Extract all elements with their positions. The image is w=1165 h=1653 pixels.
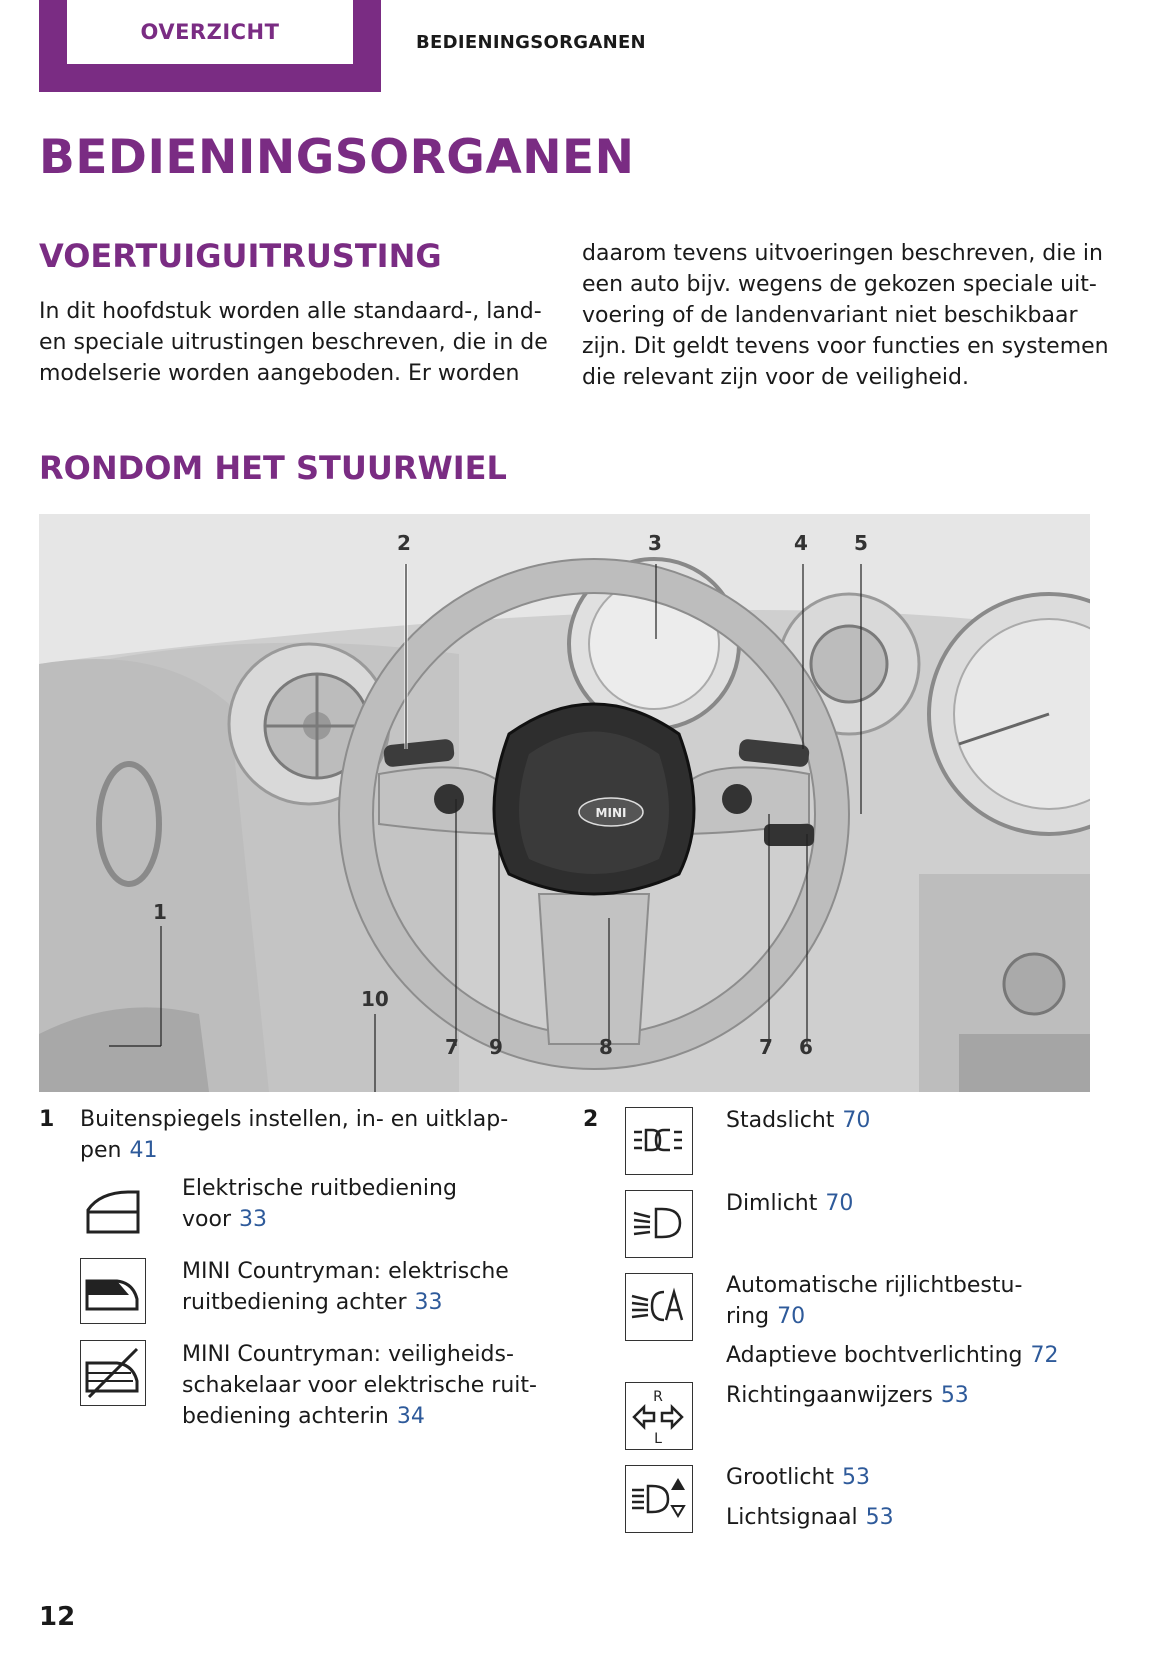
page-ref[interactable]: 33 [414, 1290, 443, 1315]
legend-text: schakelaar voor elektrische ruit- [182, 1373, 537, 1398]
high-beam-icon [625, 1465, 693, 1533]
legend-item-window-front [182, 1173, 457, 1235]
legend-text: Stadslicht [726, 1108, 835, 1133]
window-front-icon [80, 1182, 146, 1246]
legend-text: Grootlicht [726, 1465, 835, 1490]
legend-text: Richtingaanwijzers [726, 1383, 933, 1408]
auto-headlight-icon [625, 1273, 693, 1341]
page-ref[interactable]: 41 [129, 1138, 158, 1163]
legend-item-headlight-flasher [726, 1502, 894, 1533]
paragraph-line: voering of de landenvariant niet beschikbaar [582, 303, 1078, 328]
page-ref[interactable]: 53 [940, 1383, 969, 1408]
legend-item-window-lock [182, 1339, 537, 1432]
paragraph-line: zijn. Dit geldt tevens voor functies en systemen [582, 334, 1109, 359]
paragraph-left [39, 296, 548, 389]
parking-light-icon [625, 1107, 693, 1175]
paragraph-line: die relevant zijn voor de veiligheid. [582, 365, 969, 390]
paragraph-line: modelserie worden aangeboden. Er worden [39, 361, 520, 386]
legend-item-low-beam [726, 1188, 853, 1219]
legend-item-mirrors [80, 1104, 508, 1166]
callout-4: 4 [794, 531, 808, 555]
page-ref[interactable]: 70 [825, 1191, 854, 1216]
header-tab [39, 0, 381, 92]
legend-item-turn-signals [726, 1380, 969, 1411]
legend-text: ring [726, 1304, 770, 1329]
legend-number-1: 1 [39, 1107, 55, 1132]
callout-3: 3 [648, 531, 662, 555]
callout-5: 5 [854, 531, 868, 555]
callout-1: 1 [153, 900, 167, 924]
page-ref[interactable]: 72 [1030, 1343, 1059, 1368]
page-ref[interactable]: 53 [842, 1465, 871, 1490]
callout-9: 9 [489, 1035, 503, 1059]
heading-vehicle-equipment: VOERTUIGUITRUSTING [39, 237, 442, 275]
page-ref[interactable]: 33 [238, 1207, 267, 1232]
legend-text: bediening achterin [182, 1404, 389, 1429]
page-ref[interactable]: 34 [396, 1404, 425, 1429]
legend-text: Lichtsignaal [726, 1505, 858, 1530]
legend-number-2: 2 [583, 1107, 599, 1132]
legend-text: Automatische rijlichtbestu- [726, 1273, 1023, 1298]
legend-text: voor [182, 1207, 231, 1232]
page-ref[interactable]: 53 [865, 1505, 894, 1530]
turn-signal-icon [625, 1382, 693, 1450]
legend-text: ruitbediening achter [182, 1290, 407, 1315]
legend-item-high-beam [726, 1462, 870, 1493]
page-number: 12 [39, 1602, 76, 1632]
callout-7-left: 7 [445, 1035, 459, 1059]
page-title: BEDIENINGSORGANEN [39, 130, 635, 185]
header-section-title: BEDIENINGSORGANEN [416, 32, 646, 53]
legend-item-window-rear [182, 1256, 509, 1318]
paragraph-line: In dit hoofdstuk worden alle standaard-, land- [39, 299, 542, 324]
callout-2: 2 [397, 531, 411, 555]
legend-text: Adaptieve bochtverlichting [726, 1343, 1023, 1368]
legend-text: Elektrische ruitbediening [182, 1176, 457, 1201]
paragraph-line: een auto bijv. wegens de gekozen speciale uit- [582, 272, 1097, 297]
mini-badge: MINI [595, 806, 627, 820]
legend-item-parking-light [726, 1105, 870, 1136]
window-lock-icon [80, 1340, 146, 1406]
paragraph-line: daarom tevens uitvoeringen beschreven, die in [582, 241, 1103, 266]
legend-text: MINI Countryman: veiligheids- [182, 1342, 514, 1367]
legend-item-adaptive-cornering [726, 1340, 1059, 1371]
page-ref[interactable]: 70 [842, 1108, 871, 1133]
legend-text: Dimlicht [726, 1191, 818, 1216]
page-ref[interactable]: 70 [777, 1304, 806, 1329]
steering-wheel-illustration [39, 514, 1090, 1092]
legend-text: pen [80, 1138, 122, 1163]
callout-10: 10 [361, 987, 389, 1011]
callout-8: 8 [599, 1035, 613, 1059]
low-beam-icon [625, 1190, 693, 1258]
heading-steering-wheel: RONDOM HET STUURWIEL [39, 449, 507, 487]
turn-signal-letter-l: L [654, 1431, 662, 1447]
legend-text: MINI Countryman: elektrische [182, 1259, 509, 1284]
tab-label: OVERZICHT [67, 0, 353, 64]
paragraph-right [582, 238, 1109, 393]
paragraph-line: en speciale uitrustingen beschreven, die in de [39, 330, 548, 355]
window-rear-icon [80, 1258, 146, 1324]
legend-text: Buitenspiegels instellen, in- en uitklap- [80, 1107, 509, 1132]
turn-signal-letter-r: R [653, 1389, 663, 1405]
callout-6: 6 [799, 1035, 813, 1059]
legend-item-auto-headlight [726, 1270, 1022, 1332]
callout-7-right: 7 [759, 1035, 773, 1059]
